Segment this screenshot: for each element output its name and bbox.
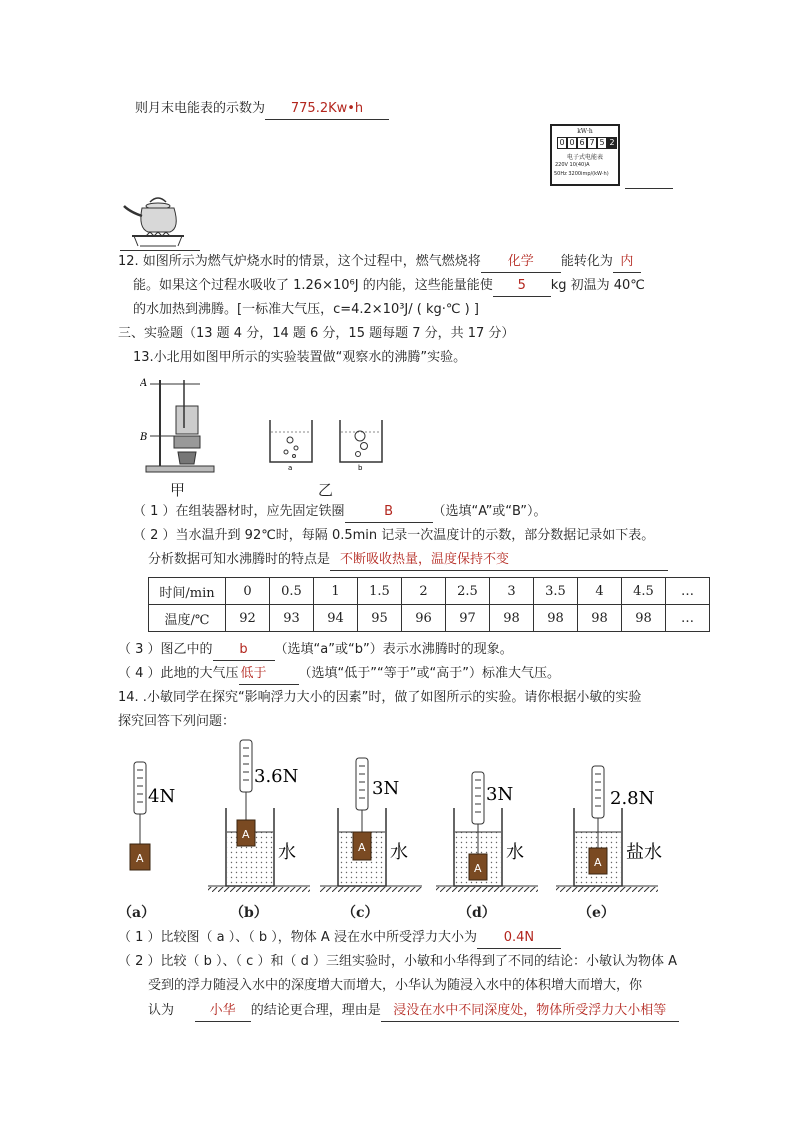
meter-digit: 0: [567, 137, 577, 149]
table-cell: 4.5: [622, 578, 666, 605]
q14-text: 的结论更合理，理由是: [250, 1003, 381, 1018]
meter-digit: 2: [607, 137, 617, 149]
q13-text: （ 4 ）此地的大气压: [118, 666, 239, 681]
figure-a-label: （a）: [118, 905, 156, 921]
meter-digit: 5: [597, 137, 607, 149]
figure-jia-label: 甲: [170, 481, 186, 499]
beaker-b-label: b: [358, 464, 363, 470]
table-row: [149, 578, 710, 605]
meter-question-text: 则月末电能表的示数为: [135, 101, 266, 116]
q13-text: （ 1 ）在组装器材时，应先固定铁圈: [133, 504, 345, 519]
q13-text: （选填“a”或“b”）表示水沸腾时的现象。: [274, 642, 513, 657]
q12-text: kg 初温为 40℃: [550, 278, 645, 293]
table-cell: 98: [534, 605, 578, 632]
meter-question-line: [135, 99, 389, 120]
q13-answer-1: B: [345, 502, 433, 523]
meter-blank-line: [625, 188, 673, 189]
figure-yi-label: 乙: [318, 481, 334, 499]
electric-meter-figure: [550, 124, 620, 186]
label-A: A: [140, 378, 148, 389]
block-label: A: [136, 852, 144, 865]
q12-line-1: [118, 252, 641, 273]
reading-c: 3N: [372, 778, 400, 799]
meter-digit: 0: [557, 137, 567, 149]
kettle-stove-figure: [120, 194, 196, 250]
section-3-heading: 三、实验题（13 题 4 分，14 题 6 分，15 题每题 7 分，共 17 分）: [118, 326, 515, 341]
figure-b-label: （b）: [230, 905, 268, 921]
meter-digit: 7: [587, 137, 597, 149]
q12-text: 能转化为: [560, 254, 613, 269]
table-cell: 93: [270, 605, 314, 632]
q14-line-1: 14. .小敏同学在探究“影响浮力大小的因素”时，做了如图所示的实验。请你根据小敏的实验: [118, 690, 642, 705]
q12-answer-2: 内: [613, 252, 641, 273]
q14-text: 认为: [148, 1003, 175, 1018]
q13-part-2: （ 2 ）当水温升到 92℃时，每隔 0.5min 记录一次温度计的示数，部分数据记录如下表。: [133, 528, 655, 543]
meter-spec1: 220V 10(40)A: [555, 162, 590, 168]
meter-digits: [557, 137, 617, 149]
reading-a: 4N: [148, 786, 176, 807]
table-cell: 2: [402, 578, 446, 605]
meter-spec2: 50Hz 3200imp/(kW·h): [554, 171, 609, 177]
q14-text: （ 1 ）比较图（ a ）、（ b ），物体 A 浸在水中所受浮力大小为: [118, 930, 477, 945]
table-cell: 4: [578, 578, 622, 605]
table-cell: 1.5: [358, 578, 402, 605]
q13-part-4: [118, 664, 560, 685]
q13-text: （选填“A”或“B”）。: [432, 504, 547, 519]
q12-answer-3: 5: [493, 276, 551, 297]
table-cell: 0: [226, 578, 270, 605]
figure-d-label: （d）: [458, 905, 496, 921]
table-cell: 96: [402, 605, 446, 632]
table-cell: 0.5: [270, 578, 314, 605]
q12-text: 12. 如图所示为燃气炉烧水时的情景，这个过程中，燃气燃烧将: [118, 254, 481, 269]
q13-title: 13.小北用如图甲所示的实验装置做“观察水的沸腾”实验。: [133, 350, 467, 365]
meter-digit: 6: [577, 137, 587, 149]
beakers-figure: [266, 418, 392, 470]
table-row: [149, 605, 710, 632]
table-cell: 98: [578, 605, 622, 632]
q14-answer-2: 小华: [195, 1001, 251, 1022]
table-cell: 98: [622, 605, 666, 632]
q14-line-2: 探究回答下列问题：: [118, 714, 236, 729]
figure-e-label: （e）: [578, 905, 615, 921]
table-cell: …: [666, 578, 710, 605]
reading-d: 3N: [486, 784, 514, 805]
table-cell: 94: [314, 605, 358, 632]
q14-part-2-line-2: 受到的浮力随浸入水中的深度增大而增大，小华认为随浸入水中的体积增大而增大，你: [148, 978, 643, 993]
figure-b: [208, 740, 310, 892]
figure-e: [556, 766, 662, 892]
q14-answer-1: 0.4N: [477, 928, 561, 949]
q12-answer-1: 化学: [481, 252, 561, 273]
q13-blank: [269, 664, 299, 685]
table-cell: …: [666, 605, 710, 632]
table-cell: 95: [358, 605, 402, 632]
reading-b: 3.6N: [254, 766, 299, 787]
reading-e: 2.8N: [610, 788, 655, 809]
q14-part-2-line-1: （ 2 ）比较（ b ）、（ c ）和（ d ）三组实验时，小敏和小华得到了不同的结论：小敏认为物体 A: [118, 954, 678, 969]
q14-part-1: [118, 928, 561, 949]
q14-answer-3: 浸没在水中不同深度处，物体所受浮力大小相等: [381, 1001, 679, 1022]
figure-c: [320, 758, 422, 892]
figure-d: [436, 772, 538, 892]
block-label: A: [358, 841, 366, 854]
block-label: A: [242, 828, 250, 841]
q13-answer-2: 不断吸收热量，温度保持不变: [330, 550, 668, 571]
meter-answer: 775.2Kw•h: [265, 99, 389, 120]
q13-part-1: [133, 502, 546, 523]
table-cell: 1: [314, 578, 358, 605]
label-B: B: [140, 432, 148, 443]
q14-part-2-line-3: [148, 1001, 679, 1022]
figure-c-label: （c）: [342, 905, 379, 921]
liquid-e: 盐水: [626, 842, 662, 863]
q13-text: （选填“低于”“等于”或“高于”）标准大气压。: [298, 666, 560, 681]
table-cell: 3.5: [534, 578, 578, 605]
table-header: 温度/℃: [149, 605, 226, 632]
q13-part-3: [118, 640, 513, 661]
table-header: 时间/min: [149, 578, 226, 605]
meter-unit: kW·h: [577, 128, 593, 135]
block-label: A: [594, 856, 602, 869]
liquid-b: 水: [278, 842, 296, 863]
block-label: A: [474, 862, 482, 875]
q12-text: 能。如果这个过程水吸收了 1.26×10⁶J 的内能，这些能量能使: [133, 278, 493, 293]
figure-a: [130, 762, 175, 870]
q13-text: 分析数据可知水沸腾时的特点是: [148, 552, 331, 567]
table-cell: 2.5: [446, 578, 490, 605]
table-cell: 3: [490, 578, 534, 605]
liquid-d: 水: [506, 842, 524, 863]
boiling-apparatus-figure: [140, 372, 220, 476]
q13-answer-4: 低于: [239, 664, 269, 685]
q13-answer-3: b: [213, 640, 275, 661]
table-cell: 98: [490, 605, 534, 632]
table-cell: 92: [226, 605, 270, 632]
q13-part-2b: [148, 550, 668, 571]
temperature-table: [148, 577, 710, 632]
liquid-c: 水: [390, 842, 408, 863]
table-cell: 97: [446, 605, 490, 632]
meter-name: 电子式电能表: [566, 154, 603, 161]
q12-line-2: [133, 276, 645, 297]
q12-line-3: 的水加热到沸腾。[一标准大气压，c=4.2×10³J/ ( kg·℃ ) ]: [133, 302, 479, 317]
buoyancy-figures: [110, 736, 710, 896]
q13-text: （ 3 ）图乙中的: [118, 642, 213, 657]
kettle-blank-line: [120, 250, 200, 251]
beaker-a-label: a: [288, 464, 293, 470]
